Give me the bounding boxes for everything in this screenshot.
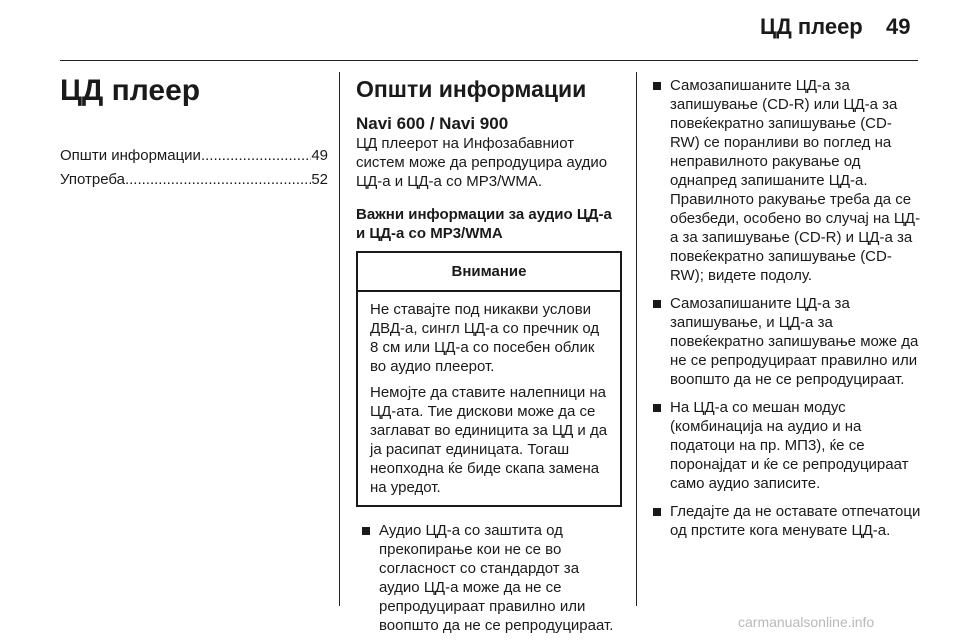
bullet-icon	[653, 404, 661, 412]
column-divider	[339, 72, 340, 606]
bullet-icon	[653, 508, 661, 516]
chapter-title: ЦД плеер	[60, 74, 201, 107]
list-item	[647, 76, 921, 285]
page-number: 49	[886, 14, 911, 39]
content-column-right	[647, 76, 921, 549]
warning-paragraph: Немојте да ставите налепници на ЦД-ата. Тие дискови може да се заглават во единицита за ЦД и да ја расипат единицата. Тогаш неопходна ќе биде скапа замена на уредот.	[370, 384, 608, 496]
toc-page: 49	[311, 147, 328, 164]
intro-paragraph: ЦД плеерот на Инфозабавниот систем може да репродуцира аудио ЦД-а и ЦД-а со MP3/WMA.	[356, 135, 608, 190]
header-rule	[60, 60, 918, 61]
bullet-icon	[653, 82, 661, 90]
watermark: carmanualsonline.info	[738, 614, 875, 630]
important-heading: Важни информации за аудио ЦД-а и ЦД-а со MP3/WMA	[356, 206, 612, 242]
toc-entry[interactable]	[60, 168, 328, 192]
toc-entry[interactable]	[60, 144, 328, 168]
list-item	[647, 398, 921, 493]
list-item-text: Аудио ЦД-а со заштита од прекопирање кои не се во согласност со стандардот за аудио ЦД-а може да не се репродуцираат правилно или воопшто да не се репродуцираат.	[379, 522, 614, 634]
toc-label: Општи информации	[60, 147, 201, 164]
list-item-text: На ЦД-а со мешан модус (комбинација на аудио и на податоци на пр. МП3), ќе се поронајдат и ќе се репродуцираат само аудио записите.	[670, 399, 909, 492]
column-divider	[636, 72, 637, 606]
content-column-left	[356, 76, 622, 644]
chapter-column	[60, 76, 328, 192]
warning-body	[358, 292, 620, 505]
list-item	[356, 521, 622, 635]
section-subtitle: Navi 600 / Navi 900	[356, 114, 509, 133]
list-item-text: Самозапишаните ЦД-а за запишување, и ЦД-а за повеќекратно запишување може да не се репродуцираат правилно или воопшто да не се репродуцираат.	[670, 295, 919, 388]
toc-page: 52	[311, 171, 328, 188]
bullet-icon	[653, 300, 661, 308]
list-item	[647, 502, 921, 540]
list-item-text: Гледајте да не оставате отпечатоци од прстите кога менувате ЦД-а.	[670, 503, 921, 539]
toc-label: Употреба	[60, 171, 125, 188]
warning-title: Внимание	[358, 253, 620, 292]
toc-leader	[201, 144, 311, 168]
warning-box	[356, 251, 622, 507]
toc-leader	[125, 168, 311, 192]
running-header-title: ЦД плеер	[760, 14, 863, 39]
list-item-text: Самозапишаните ЦД-а за запишување (CD-R) или ЦД-а за повеќекратно запишување (CD-RW) се поранливи во поглед на неправилното ракување од однапред запишаните ЦД-а. Правилното ракување треба да се обезбеди, особено во случај на ЦД-а за запишување (CD-R) и ЦД-а за повеќекратно запишување (CD-RW); видете подолу.	[670, 77, 921, 284]
list-item	[647, 294, 921, 389]
bullet-icon	[362, 527, 370, 535]
warning-paragraph: Не ставајте под никакви услови ДВД-а, сингл ЦД-а со пречник од 8 см или ЦД-а со посебен облик во аудио плеерот.	[370, 301, 600, 375]
section-title: Општи информации	[356, 76, 587, 102]
